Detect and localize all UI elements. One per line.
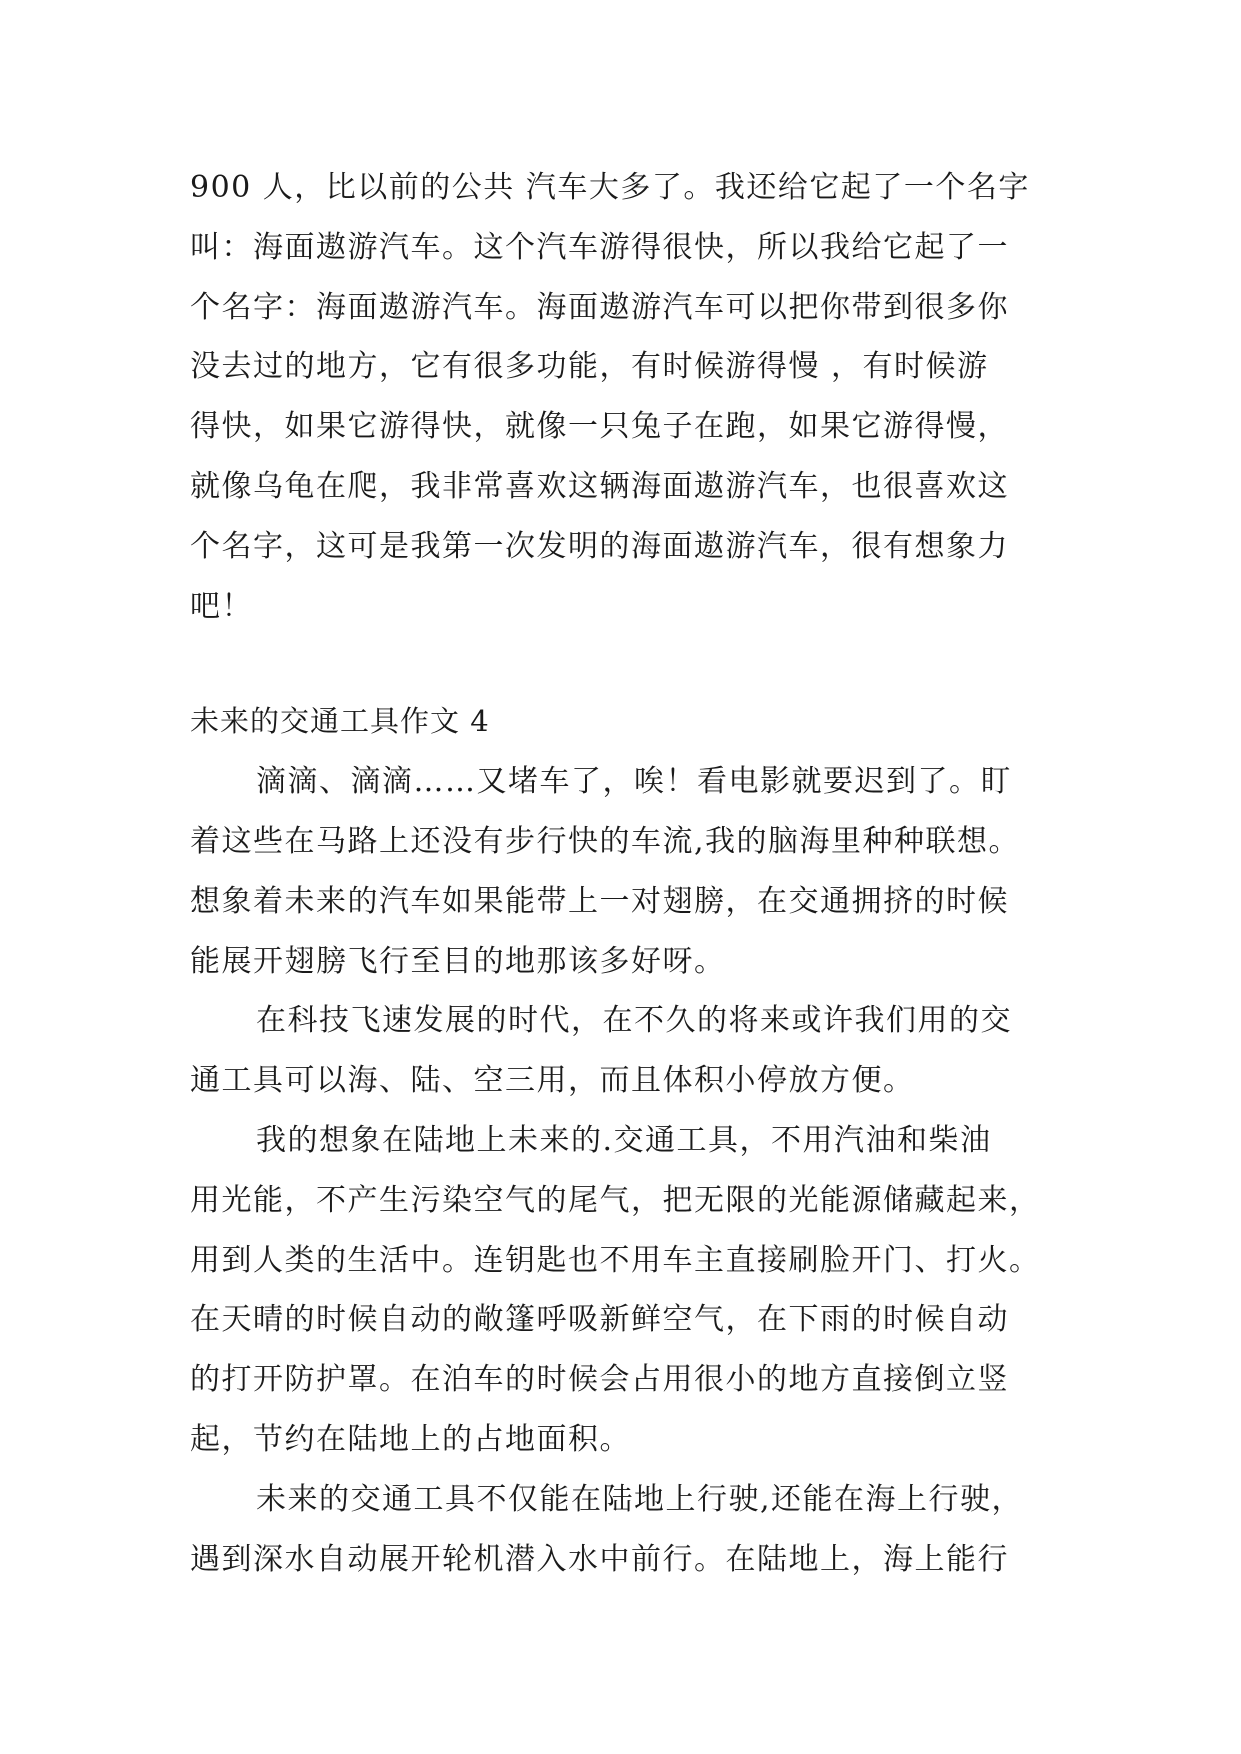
text-line: 吧！ bbox=[190, 588, 253, 624]
text-line: 个名字，这可是我第一次发明的海面遨游汽车，很有想象力 bbox=[190, 528, 1009, 564]
text-line: 在科技飞速发展的时代，在不久的将来或许我们用的交 bbox=[256, 1003, 1012, 1039]
paragraph-4 bbox=[190, 1470, 1050, 1590]
text-line: 就像乌龟在爬，我非常喜欢这辆海面遨游汽车，也很喜欢这 bbox=[190, 468, 1009, 504]
text-line: 用光能，不产生污染空气的尾气，把无限的光能源储藏起来， bbox=[190, 1182, 1041, 1218]
text-line: 遇到深水自动展开轮机潜入水中前行。在陆地上，海上能行 bbox=[190, 1541, 1009, 1577]
text-line: 通工具可以海、陆、空三用，而且体积小停放方便。 bbox=[190, 1063, 915, 1099]
text-line: 在天晴的时候自动的敞篷呼吸新鲜空气，在下雨的时候自动 bbox=[190, 1302, 1009, 1338]
section-title: 未来的交通工具作文 4 bbox=[190, 704, 490, 739]
paragraph-1 bbox=[190, 752, 1050, 991]
text-line: 起，节约在陆地上的占地面积。 bbox=[190, 1421, 631, 1457]
paragraph-continued bbox=[190, 158, 1050, 636]
section-gap bbox=[190, 636, 1050, 692]
text-line: 滴滴、滴滴……又堵车了，唉！看电影就要迟到了。盯 bbox=[256, 764, 1012, 800]
text-line: 的打开防护罩。在泊车的时候会占用很小的地方直接倒立竖 bbox=[190, 1362, 1009, 1398]
paragraph-2 bbox=[190, 991, 1050, 1111]
paragraph-3 bbox=[190, 1111, 1050, 1470]
document-body bbox=[190, 158, 1050, 1589]
text-line: 没去过的地方，它有很多功能，有时候游得慢 ，有时候游 bbox=[190, 349, 989, 385]
text-line: 未来的交通工具不仅能在陆地上行驶,还能在海上行驶， bbox=[256, 1481, 1024, 1517]
text-line: 个名字：海面遨游汽车。海面遨游汽车可以把你带到很多你 bbox=[190, 289, 1009, 325]
text-line: 叫：海面遨游汽车。这个汽车游得很快，所以我给它起了一 bbox=[190, 229, 1009, 265]
text-line: 用到人类的生活中。连钥匙也不用车主直接刷脸开门、打火。 bbox=[190, 1242, 1041, 1278]
text-line: 得快，如果它游得快，就像一只兔子在跑，如果它游得慢， bbox=[190, 409, 1009, 445]
text-line: 想象着未来的汽车如果能带上一对翅膀，在交通拥挤的时候 bbox=[190, 883, 1009, 919]
text-line: 着这些在马路上还没有步行快的车流,我的脑海里种种联想。 bbox=[190, 823, 1021, 859]
text-line: 我的想象在陆地上未来的.交通工具，不用汽油和柴油 bbox=[256, 1122, 992, 1158]
text-line: 能展开翅膀飞行至目的地那该多好呀。 bbox=[190, 943, 726, 979]
text-line: 900 人，比以前的公共 汽车大多了。我还给它起了一个名字 bbox=[190, 170, 1030, 205]
